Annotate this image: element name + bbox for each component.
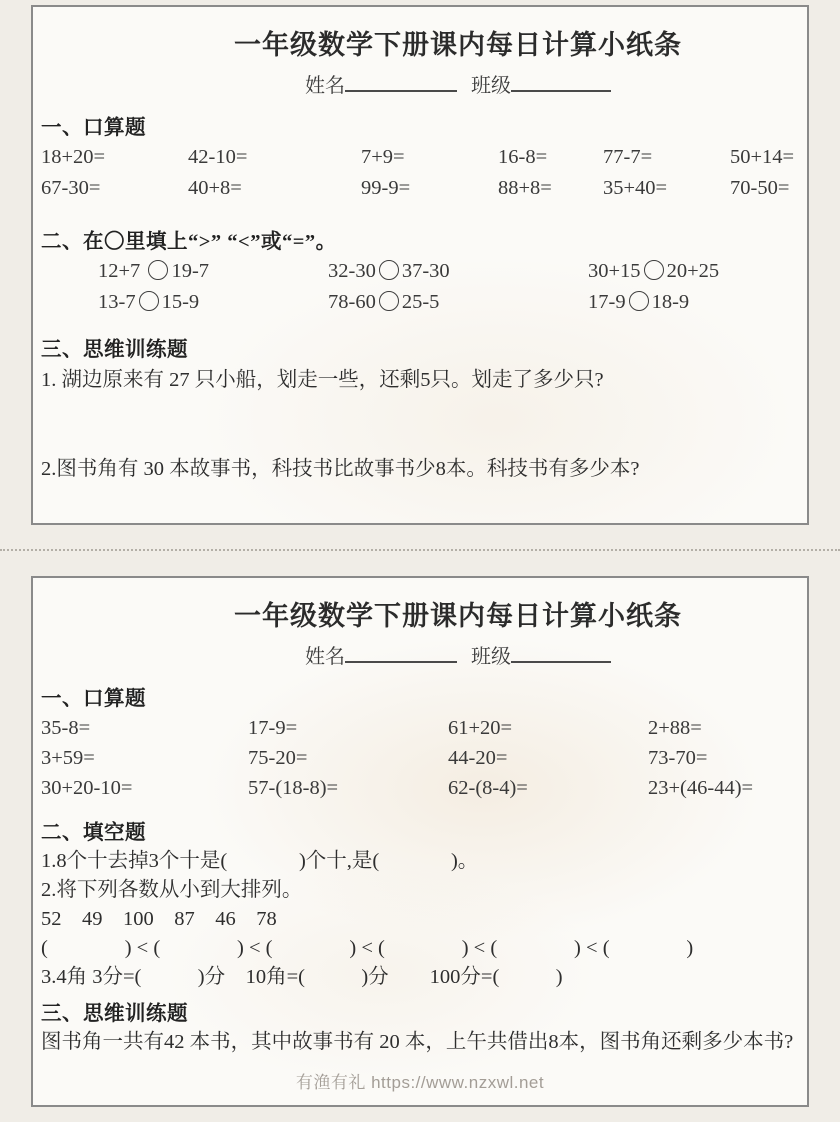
oral-problem: 40+8=	[188, 177, 242, 199]
thinking-question-1: 1. 湖边原来有 27 只小船，划走一些，还剩5只。划走了多少只?	[41, 369, 604, 391]
oral-problem: 7+9=	[361, 146, 405, 168]
oral-problem: 18+20=	[41, 146, 106, 168]
card2-fill-heading: 二、填空题	[41, 822, 146, 844]
oral-problem: 42-10=	[188, 146, 248, 168]
compare-problem: 17-9 18-9	[588, 291, 690, 313]
oral-problem: 75-20=	[248, 747, 308, 769]
compare-problem: 13-7 15-9	[98, 291, 200, 313]
compare-circle	[148, 260, 168, 280]
name-label: 姓名	[305, 75, 345, 97]
card1-compare-heading: 二、在〇里填上“>” “<”或“=”。	[41, 231, 337, 253]
card2-name-line	[121, 640, 795, 669]
thinking-question-2: 2.图书角有 30 本故事书，科技书比故事书少8本。科技书有多少本?	[41, 458, 640, 480]
dashed-cut-line	[0, 549, 840, 551]
class-label: 班级	[471, 75, 511, 97]
thinking-question: 图书角一共有42 本书，其中故事书有 20 本，上午共借出8本，图书角还剩多少本书?	[41, 1031, 794, 1053]
fill-question-1: 1.8个十去掉3个十是( )个十,是( )。	[41, 850, 479, 872]
card1-oral-heading: 一、口算题	[41, 117, 146, 139]
oral-problem: 44-20=	[448, 747, 508, 769]
oral-problem: 77-7=	[603, 146, 653, 168]
compare-problem: 12+7 19-7	[98, 260, 210, 282]
compare-circle	[644, 260, 664, 280]
oral-problem: 70-50=	[730, 177, 790, 199]
oral-problem: 23+(46-44)=	[648, 777, 754, 799]
name-blank-line	[345, 644, 457, 663]
class-blank-line	[511, 73, 611, 92]
card2-title: 一年级数学下册课内每日计算小纸条	[234, 601, 682, 631]
oral-problem: 73-70=	[648, 747, 708, 769]
oral-problem: 17-9=	[248, 717, 298, 739]
class-label: 班级	[471, 646, 511, 668]
card2-oral-problems	[41, 713, 795, 803]
oral-problem: 30+20-10=	[41, 777, 133, 799]
compare-problem: 78-60 25-5	[328, 291, 440, 313]
oral-problem: 62-(8-4)=	[448, 777, 528, 799]
card2-thinking-heading: 三、思维训练题	[41, 1003, 188, 1025]
compare-circle	[379, 260, 399, 280]
name-label: 姓名	[305, 646, 345, 668]
oral-problem: 3+59=	[41, 747, 95, 769]
card1-name-line	[121, 69, 795, 98]
compare-circle	[629, 291, 649, 311]
oral-problem: 88+8=	[498, 177, 552, 199]
card1-compare-problems	[98, 256, 795, 318]
class-blank-line	[511, 644, 611, 663]
card1-title: 一年级数学下册课内每日计算小纸条	[234, 30, 682, 60]
card2-oral-heading: 一、口算题	[41, 688, 146, 710]
fill-order-blanks: ( ) < ( ) < ( ) < ( ) < ( ) < ( )	[41, 937, 694, 959]
oral-problem: 57-(18-8)=	[248, 777, 339, 799]
compare-circle	[379, 291, 399, 311]
oral-problem: 61+20=	[448, 717, 513, 739]
name-blank-line	[345, 73, 457, 92]
oral-problem: 99-9=	[361, 177, 411, 199]
fill-question-3: 3.4角 3分=( )分 10角=( )分 100分=( )	[41, 966, 563, 988]
card2-header	[41, 594, 795, 669]
fill-question-2: 2.将下列各数从小到大排列。	[41, 879, 303, 901]
fill-number-list: 52 49 100 87 46 78	[41, 908, 277, 930]
compare-problem: 32-30 37-30	[328, 260, 450, 282]
card1-thinking-heading: 三、思维训练题	[41, 339, 188, 361]
oral-problem: 67-30=	[41, 177, 101, 199]
oral-problem: 35+40=	[603, 177, 668, 199]
oral-problem: 16-8=	[498, 146, 548, 168]
footer-credit: 有渔有礼 https://www.nzxwl.net	[295, 1073, 545, 1092]
card1-oral-problems	[41, 142, 795, 204]
worksheet-card-2	[31, 576, 809, 1107]
card1-header	[41, 23, 795, 98]
oral-problem: 50+14=	[730, 146, 795, 168]
compare-circle	[139, 291, 159, 311]
oral-problem: 35-8=	[41, 717, 91, 739]
worksheet-card-1	[31, 5, 809, 525]
compare-problem: 30+15 20+25	[588, 260, 720, 282]
oral-problem: 2+88=	[648, 717, 702, 739]
